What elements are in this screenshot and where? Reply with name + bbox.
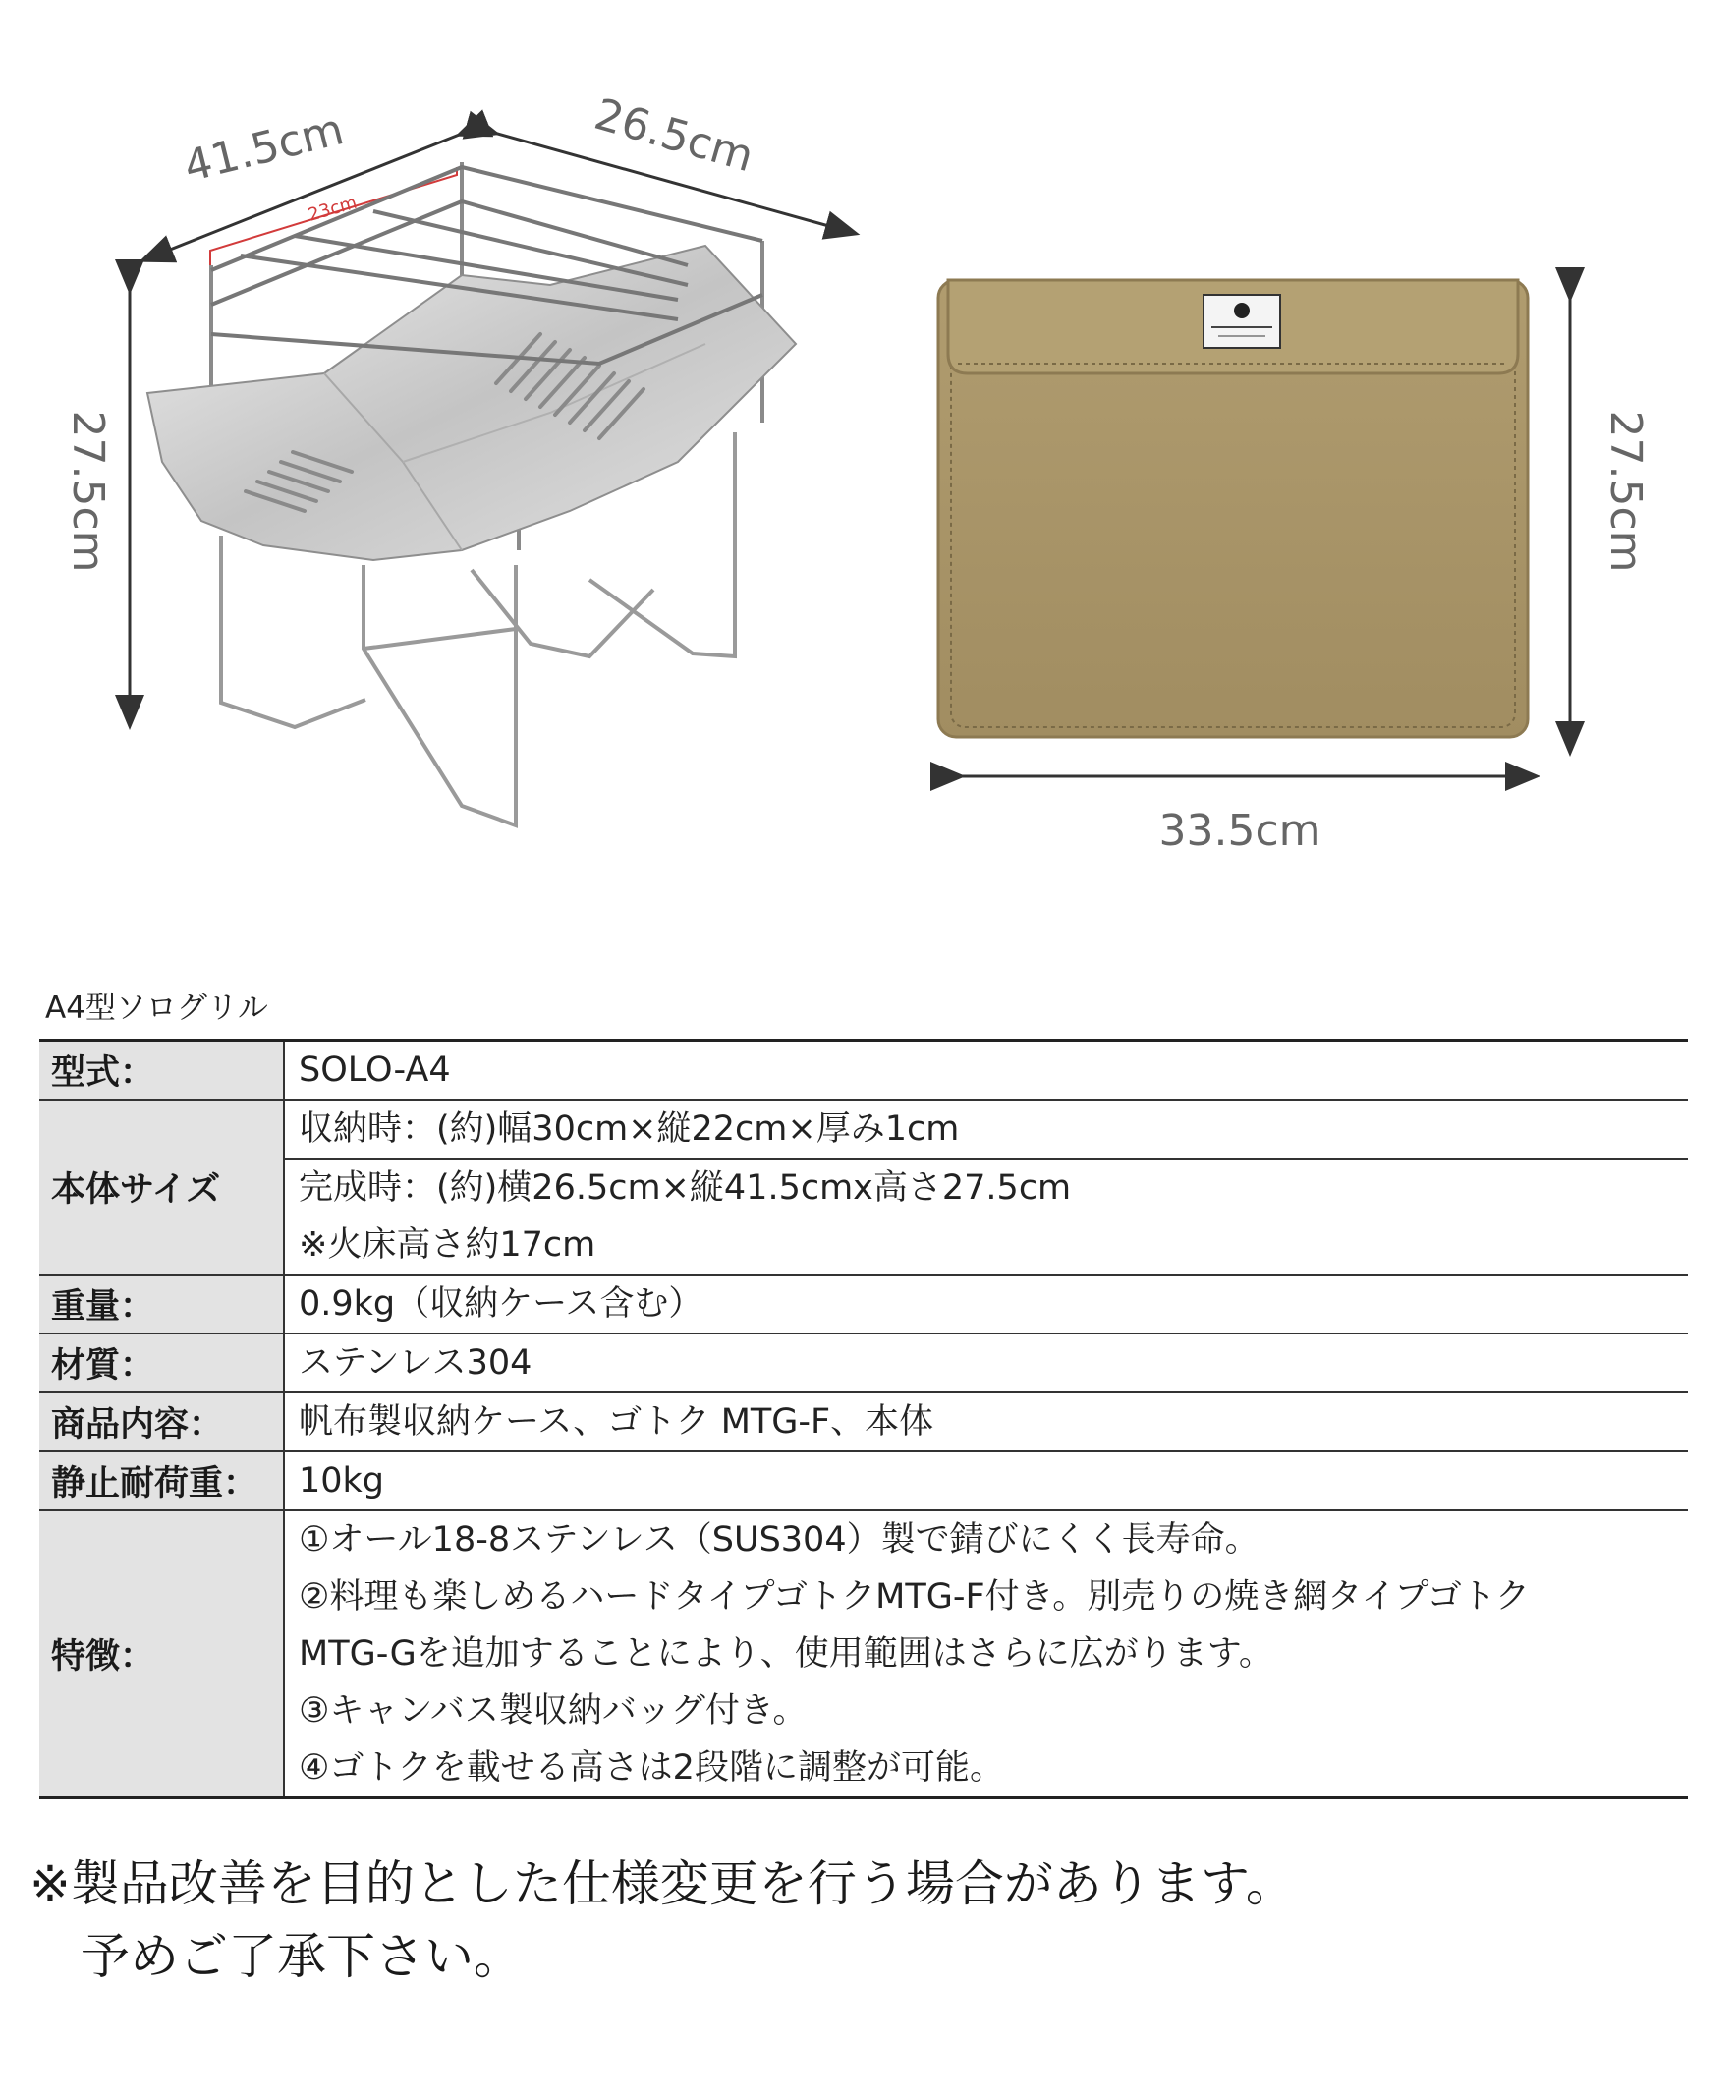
spec-value-size-assembled: 完成時：(約)横26.5cm×縦41.5cmx高さ27.5cm	[285, 1158, 1688, 1217]
spec-row-features	[39, 1510, 1688, 1798]
spec-row-material	[39, 1334, 1688, 1392]
spec-table	[39, 1039, 1688, 1799]
spec-label-load: 静止耐荷重：	[39, 1451, 284, 1510]
notice-line-1: ※製品改善を目的とした仕様変更を行う場合があります。	[29, 1855, 1295, 1912]
spec-value-size-stored: 収納時：(約)幅30cm×縦22cm×厚み1cm	[299, 1109, 960, 1149]
storage-bag-image	[938, 280, 1651, 856]
spec-value-weight: 0.9kg（収納ケース含む）	[299, 1284, 703, 1324]
grill-image	[63, 89, 843, 825]
bag-height-label: 27.5cm	[1600, 410, 1651, 573]
gotoku-width-label: 23cm	[306, 192, 360, 226]
spec-row-weight	[39, 1275, 1688, 1334]
feature-line: ②料理も楽しめるハードタイプゴトクMTG-F付き。別売りの焼き網タイプゴトク	[299, 1577, 1531, 1617]
spec-label-weight: 重量：	[39, 1275, 284, 1334]
feature-line: ④ゴトクを載せる高さは2段階に調整が可能。	[299, 1748, 1004, 1788]
spec-change-notice	[29, 1847, 1295, 1993]
spec-row-load	[39, 1451, 1688, 1510]
grill-length-label: 41.5cm	[179, 104, 349, 193]
product-illustration	[0, 0, 1736, 943]
feature-line: ①オール18-8ステンレス（SUS304）製で錆びにくく長寿命。	[299, 1520, 1260, 1560]
feature-line: ③キャンバス製収納バッグ付き。	[299, 1691, 808, 1731]
notice-line-2: 予めご了承下さい。	[81, 1928, 523, 1985]
spec-row-model	[39, 1041, 1688, 1101]
spec-label-model: 型式：	[39, 1041, 284, 1101]
spec-label-size: 本体サイズ	[39, 1100, 284, 1275]
bag-width-label: 33.5cm	[1158, 806, 1321, 856]
feature-line: MTG-Gを追加することにより、使用範囲はさらに広がります。	[299, 1634, 1273, 1674]
spec-value-model: SOLO-A4	[299, 1050, 451, 1090]
spec-value-load: 10kg	[299, 1461, 385, 1501]
product-name: A4型ソログリル	[45, 991, 268, 1026]
spec-value-material: ステンレス304	[299, 1343, 532, 1383]
spec-value-contents: 帆布製収納ケース、ゴトク MTG-F、本体	[299, 1402, 934, 1442]
spec-label-material: 材質：	[39, 1334, 284, 1392]
spec-label-features: 特徴：	[39, 1510, 284, 1798]
spec-label-contents: 商品内容：	[39, 1392, 284, 1451]
grill-height-label: 27.5cm	[63, 410, 113, 573]
spec-value-fire-bed: ※火床高さ約17cm	[299, 1225, 596, 1265]
grill-width-label: 26.5cm	[588, 88, 759, 183]
logo-icon	[1234, 303, 1250, 318]
spec-row-size	[39, 1100, 1688, 1275]
spec-row-contents	[39, 1392, 1688, 1451]
